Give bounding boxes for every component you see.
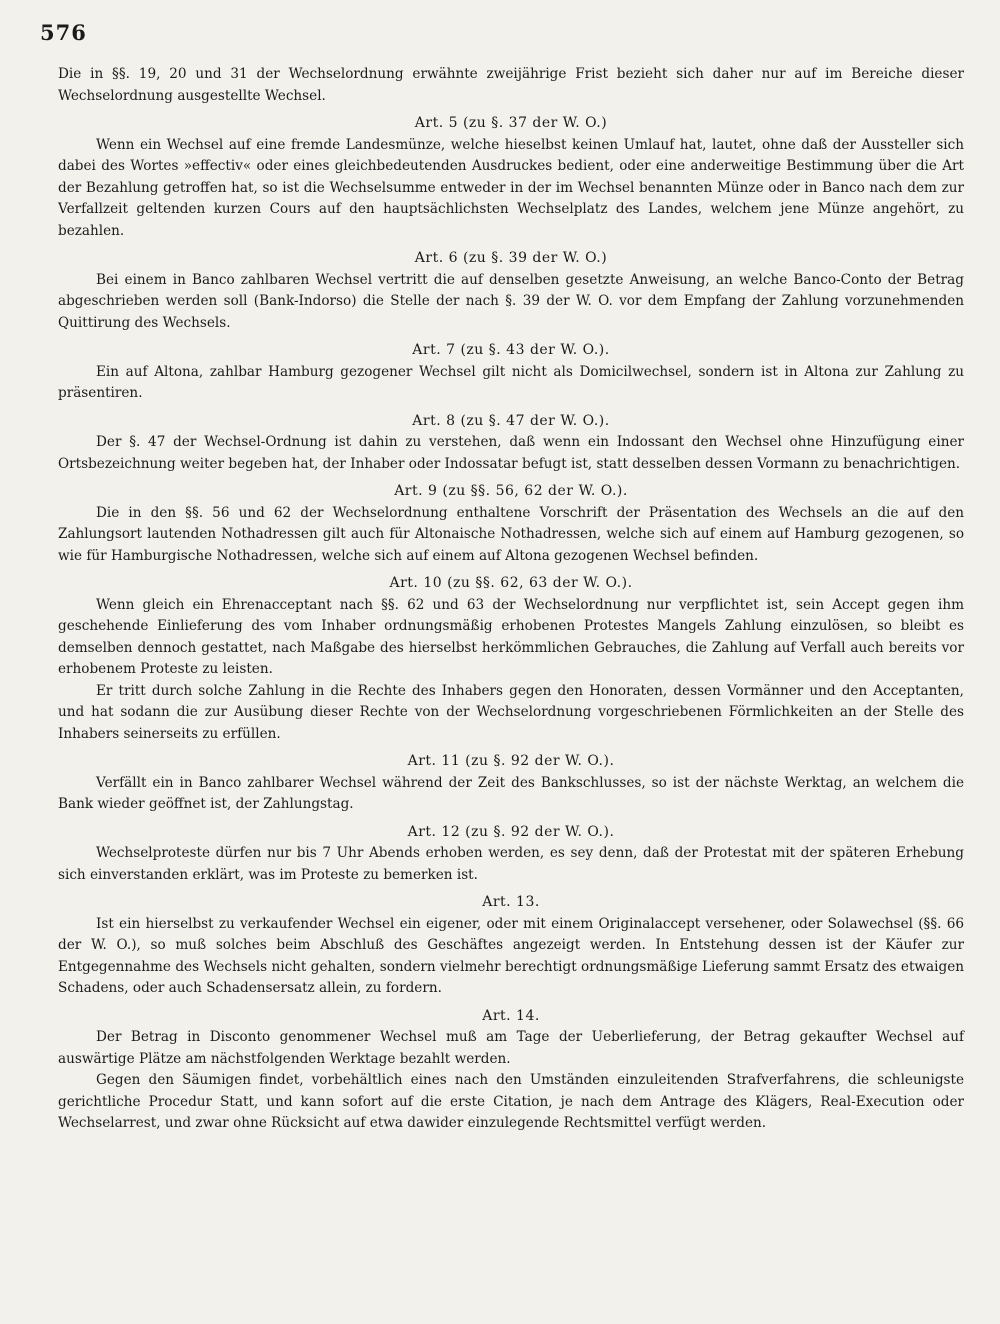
paragraph-art-5: Wenn ein Wechsel auf eine fremde Landesmünze, welche hieselbst keinen Umlauf hat, lautet, ohne daß der Aussteller sich dabei des Wortes »effectiv« oder eines gleichbedeutenden Ausdruckes bedient, oder eine anderweitige Bestimmung über die Art der Bezahlung getroffen hat, so ist die Wechselsumme entweder in der im Wechsel benannten Münze oder in Banco nach dem zur Verfallzeit geltenden kurzen Cours auf den hauptsächlichsten Wechselplatz des Landes, welchem jene Münze angehört, zu bezahlen. xyxy=(58,136,964,239)
paragraph-frist: Die in §§. 19, 20 und 31 der Wechselordnung erwähnte zweijährige Frist bezieht sich daher nur auf im Bereiche dieser Wechselordnung ausgestellte Wechsel. xyxy=(58,66,964,104)
paragraph-art-6: Bei einem in Banco zahlbaren Wechsel vertritt die auf denselben gesetzte Anweisung, an welche Banco-Conto der Betrag abgeschrieben werden soll (Bank-Indorso) die Stelle der nach §. 39 der W. O. vor dem Empfang der Zahlung vorzunehmenden Quittirung des Wechsels. xyxy=(58,271,964,331)
page-number: 576 xyxy=(40,20,87,45)
heading-art-11: Art. 11 (zu §. 92 der W. O.). xyxy=(407,753,615,769)
heading-art-7: Art. 7 (zu §. 43 der W. O.). xyxy=(412,342,610,358)
paragraph-art-11: Verfällt ein in Banco zahlbarer Wechsel während der Zeit des Bankschlusses, so ist der nächste Werktag, an welchem die Bank wieder geöffnet ist, der Zahlungstag. xyxy=(58,774,964,812)
heading-art-13: Art. 13. xyxy=(482,894,540,910)
paragraph-art-13: Ist ein hierselbst zu verkaufender Wechsel ein eigener, oder mit einem Originalaccept versehener, oder Solawechsel (§§. 66 der W. O.), so muß solches beim Abschluß des Geschäftes angezeigt werden. In Entstehung dessen ist der Käufer zur Entgegennahme des Wechsels nicht gehalten, sondern vielmehr berechtigt ordnungsmäßige Lieferung sammt Ersatz des etwaigen Schadens, oder auch Schadensersatz allein, zu fordern. xyxy=(58,915,964,996)
paragraph-art-9: Die in den §§. 56 und 62 der Wechselordnung enthaltene Vorschrift der Präsentation des Wechsels an die auf den Zahlungsort lautenden Nothadressen gilt auch für Altonaische Nothadressen, welche sich auf einem auf Hamburg gezogenen, so wie für Hamburgische Nothadressen, welche sich auf einem auf Altona gezogenen Wechsel befinden. xyxy=(58,504,964,564)
heading-art-12: Art. 12 (zu §. 92 der W. O.). xyxy=(407,823,615,840)
heading-art-5: Art. 5 (zu §. 37 der W. O.) xyxy=(414,115,608,131)
heading-art-14: Art. 14. xyxy=(482,1007,540,1024)
paragraph-art-14-a: Der Betrag in Disconto genommener Wechsel muß am Tage der Ueberlieferung, der Betrag gekaufter Wechsel auf auswärtige Plätze am nächstfolgenden Werktage bezahlt werden. xyxy=(58,1029,964,1067)
heading-art-6: Art. 6 (zu §. 39 der W. O.) xyxy=(414,250,608,266)
paragraph-art-8: Der §. 47 der Wechsel-Ordnung ist dahin zu verstehen, daß wenn ein Indossant den Wechsel ohne Hinzufügung einer Ortsbezeichnung weiter begeben hat, der Inhaber oder Indossatar befugt ist, statt desselben dessen Vormann zu benachrichtigen. xyxy=(58,434,964,472)
paragraph-art-14-b: Gegen den Säumigen findet, vorbehältlich eines nach den Umständen einzuleitenden Strafverfahrens, die schleunigste gerichtliche Procedur Statt, und kann sofort auf die erste Citation, je nach dem Antrage des Klägers, Real-Execution oder Wechselarrest, und zwar ohne Rücksicht auf etwa dawider einzulegende Rechtsmittel verfügt werden. xyxy=(58,1072,964,1131)
paragraph-art-10-a: Wenn gleich ein Ehrenacceptant nach §§. 62 und 63 der Wechselordnung nur verpflichtet ist, sein Accept gegen ihm geschehende Einlieferung des vom Inhaber ordnungsmäßig erhobenen Protestes Mangels Zahlung einzulösen, so bleibt es demselben dennoch gestattet, nach Maßgabe des hierselbst herkömmlichen Gebrauches, die Zahlung auf Verfall auch bereits vor erhobenem Proteste zu leisten. xyxy=(58,596,964,677)
paragraph-art-7: Ein auf Altona, zahlbar Hamburg gezogener Wechsel gilt nicht als Domicilwechsel, sondern ist in Altona zur Zahlung zu präsentiren. xyxy=(58,363,964,401)
heading-art-10: Art. 10 (zu §§. 62, 63 der W. O.). xyxy=(389,575,633,591)
paragraph-art-10-b: Er tritt durch solche Zahlung in die Rechte des Inhabers gegen den Honoraten, dessen Vormänner und den Acceptanten, und hat sodann die zur Ausübung dieser Rechte von der Wechselordnung vorgeschriebenen Förmlichkeiten an der Stelle des Inhabers seinerseits zu erfüllen. xyxy=(58,682,964,742)
heading-art-8: Art. 8 (zu §. 47 der W. O.). xyxy=(412,412,610,429)
heading-art-9: Art. 9 (zu §§. 56, 62 der W. O.). xyxy=(394,483,628,499)
document-body xyxy=(58,64,964,1135)
paragraph-art-12: Wechselproteste dürfen nur bis 7 Uhr Abends erhoben werden, es sey denn, daß der Protestat mit der späteren Erhebung sich einverstanden erklärt, was im Proteste zu bemerken ist. xyxy=(58,845,964,883)
